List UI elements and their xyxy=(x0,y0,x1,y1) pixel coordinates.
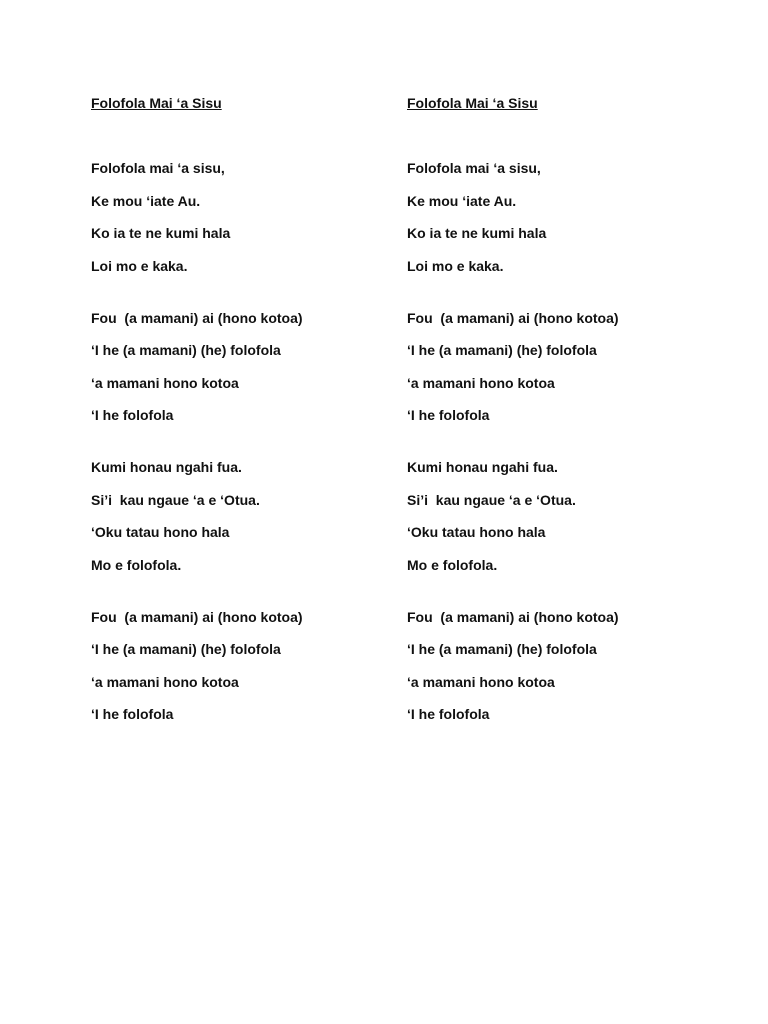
lyric-line: Loi mo e kaka. xyxy=(407,257,504,274)
stanza-4 xyxy=(407,607,707,725)
lyric-line: ‘I he folofola xyxy=(407,407,490,423)
stanza-3 xyxy=(407,457,707,575)
lyric-line: Mo e folofola. xyxy=(91,556,182,573)
lyric-line: Si’i kau ngaue ‘a e ‘Otua. xyxy=(407,491,576,508)
lyric-line: Fou (a mamani) ai (hono kotoa) xyxy=(407,608,619,625)
lyric-line: ‘I he folofola xyxy=(91,706,174,722)
lyric-line: Folofola mai ‘a sisu, xyxy=(91,160,225,176)
lyric-line: Ko ia te ne kumi hala xyxy=(407,225,547,241)
lyric-line: Si’i kau ngaue ‘a e ‘Otua. xyxy=(91,491,260,508)
lyric-line: ‘I he (a mamani) (he) folofola xyxy=(91,342,281,358)
lyric-line: Folofola mai ‘a sisu, xyxy=(407,160,541,176)
stanza-1 xyxy=(91,158,391,276)
lyric-line: ‘I he folofola xyxy=(91,407,174,423)
lyric-line: Loi mo e kaka. xyxy=(91,257,188,274)
right-column xyxy=(407,93,707,737)
song-title: Folofola Mai ‘a Sisu xyxy=(407,95,538,111)
stanza-2 xyxy=(91,308,391,426)
left-column xyxy=(91,93,391,737)
lyric-line: Fou (a mamani) ai (hono kotoa) xyxy=(407,309,619,326)
lyric-line: ‘I he (a mamani) (he) folofola xyxy=(407,641,597,657)
stanza-2 xyxy=(407,308,707,426)
lyric-line: Kumi honau ngahi fua. xyxy=(91,459,242,475)
lyric-line: ‘I he (a mamani) (he) folofola xyxy=(91,641,281,657)
lyric-line: ‘I he (a mamani) (he) folofola xyxy=(407,342,597,358)
lyric-line: ‘a mamani hono kotoa xyxy=(407,673,555,690)
lyric-line: Fou (a mamani) ai (hono kotoa) xyxy=(91,608,303,625)
song-title: Folofola Mai ‘a Sisu xyxy=(91,95,222,111)
lyric-line: Fou (a mamani) ai (hono kotoa) xyxy=(91,309,303,326)
stanza-4 xyxy=(91,607,391,725)
stanza-3 xyxy=(91,457,391,575)
lyric-line: Ke mou ‘iate Au. xyxy=(407,192,517,209)
lyric-line: ‘a mamani hono kotoa xyxy=(91,673,239,690)
stanza-1 xyxy=(407,158,707,276)
lyric-line: ‘Oku tatau hono hala xyxy=(91,524,230,540)
lyric-line: ‘I he folofola xyxy=(407,706,490,722)
lyric-line: ‘a mamani hono kotoa xyxy=(91,374,239,391)
lyric-line: ‘Oku tatau hono hala xyxy=(407,524,546,540)
lyric-line: Kumi honau ngahi fua. xyxy=(407,459,558,475)
lyric-line: Ko ia te ne kumi hala xyxy=(91,225,231,241)
lyric-line: Ke mou ‘iate Au. xyxy=(91,192,201,209)
lyric-line: ‘a mamani hono kotoa xyxy=(407,374,555,391)
lyric-line: Mo e folofola. xyxy=(407,556,498,573)
